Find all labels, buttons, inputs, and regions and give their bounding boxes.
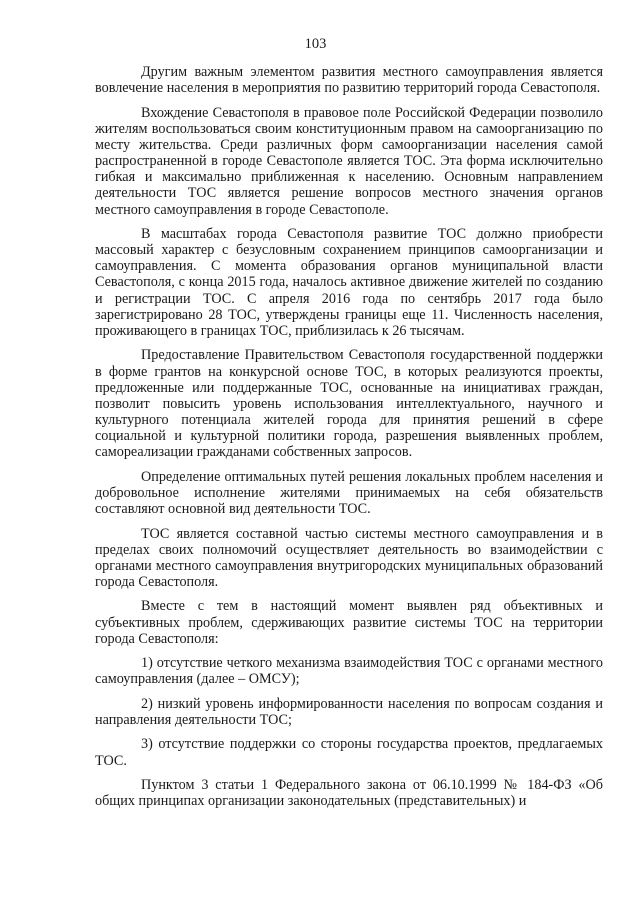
paragraph: Определение оптимальных путей решения локальных проблем населения и добровольное исполнение жителями принимаемых на себя обязательств составляют основной вид деятельности ТОС. xyxy=(95,468,603,518)
list-item: 2) низкий уровень информированности населения по вопросам создания и направления деятельности ТОС; xyxy=(95,695,603,728)
paragraph: ТОС является составной частью системы местного самоуправления и в пределах своих полномочий осуществляет деятельность во взаимодействии с органами местного самоуправления внутригородских муниципальных образований города Севастополя. xyxy=(95,525,603,591)
paragraph: Предоставление Правительством Севастополя государственной поддержки в форме грантов на конкурсной основе ТОС, в которых реализуются проекты, предложенные или поддержанные ТОС, основанные на инициативах граждан, позволит повысить уровень использования интеллектуального, научного и культурного потенциала жителей города для принятия решений в сфере социальной и культурной политики города, разрешения выявленных проблем, самореализации гражданами собственных запросов. xyxy=(95,347,603,461)
list-item: 3) отсутствие поддержки со стороны государства проектов, предлагаемых ТОС. xyxy=(95,736,603,769)
paragraph: Пунктом 3 статьи 1 Федерального закона от 06.10.1999 № 184-ФЗ «Об общих принципах организации законодательных (представительных) и xyxy=(95,777,603,810)
paragraph: Другим важным элементом развития местного самоуправления является вовлечение населения в мероприятия по развитию территорий города Севастополя. xyxy=(95,64,603,97)
list-item: 1) отсутствие четкого механизма взаимодействия ТОС с органами местного самоуправления (далее – ОМСУ); xyxy=(95,655,603,688)
paragraph: В масштабах города Севастополя развитие ТОС должно приобрести массовый характер с безусловным сохранением принципов самоорганизации и самоуправления. С момента образования органов муниципальной власти Севастополя, с конца 2015 года, началось активное движение жителей по созданию и регистрации ТОС. С апреля 2016 года по сентябрь 2017 года было зарегистрировано 28 ТОС, утверждены границы еще 11. Численность населения, проживающего в границах ТОС, приблизилась к 26 тысячам. xyxy=(95,226,603,339)
paragraph: Вместе с тем в настоящий момент выявлен ряд объективных и субъективных проблем, сдерживающих развитие системы ТОС на территории города Севастополя: xyxy=(95,598,603,647)
page-number: 103 xyxy=(304,36,327,52)
document-body xyxy=(95,64,603,809)
paragraph: Вхождение Севастополя в правовое поле Российской Федерации позволило жителям воспользоваться своим конституционным правом на самоорганизацию по месту жительства. Среди различных форм самоорганизации населения самой распространенной в городе Севастополе является ТОС. Эта форма исключительно гибкая и максимально приближенная к населению. Основным направлением деятельности ТОС является решение вопросов местного значения органов местного самоуправления в городе Севастополе. xyxy=(95,104,603,218)
